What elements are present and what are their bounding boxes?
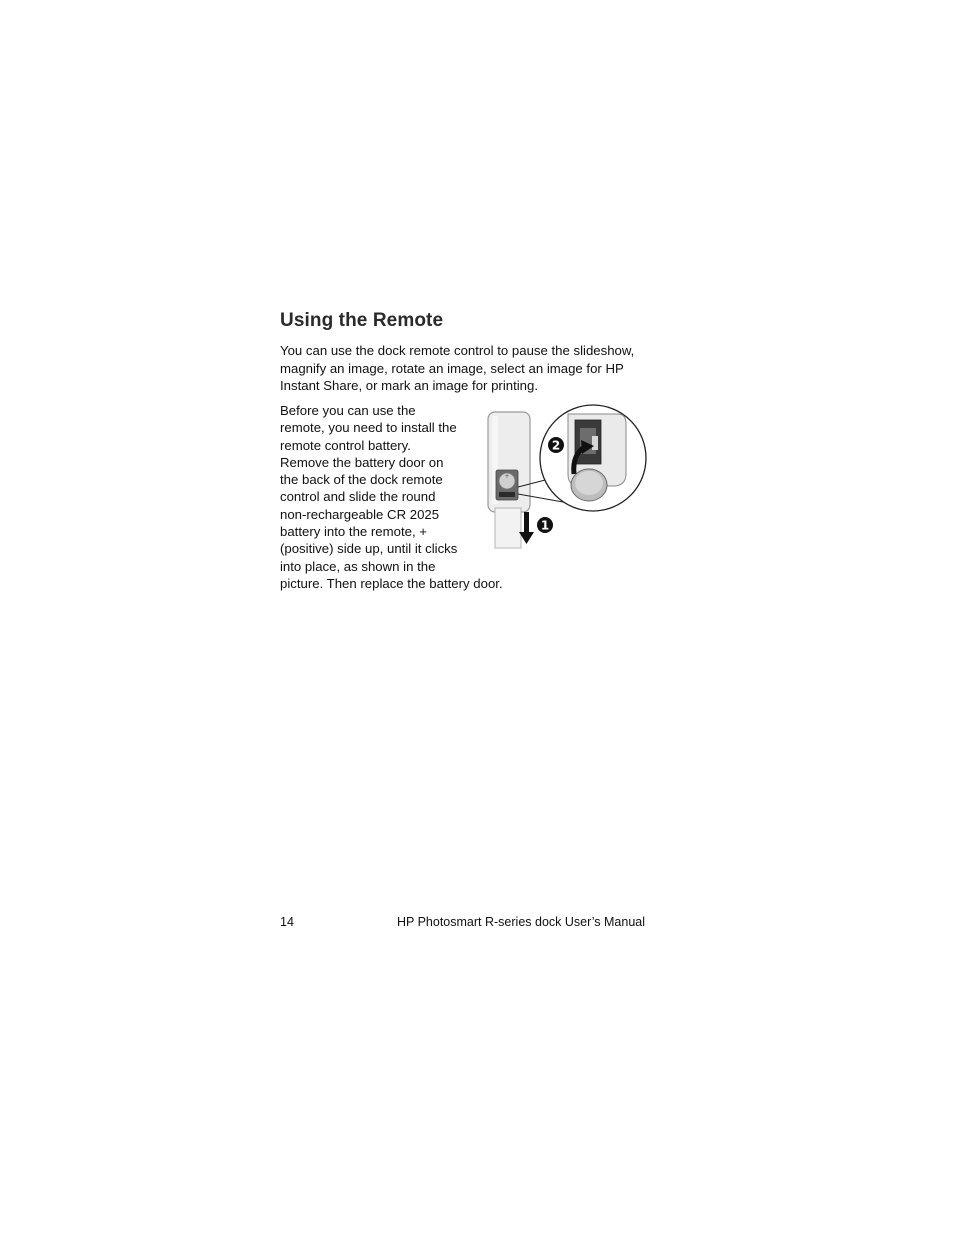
section-heading: Using the Remote [280,310,444,331]
step-1-badge [537,517,553,533]
manual-title: HP Photosmart R-series dock User’s Manual [396,915,645,929]
zoomed-detail-drawing [540,405,646,511]
battery-sign-small: + [504,473,510,480]
step-1-label: 1 [540,518,550,533]
page-number: 14 [280,915,294,929]
step-2-label: 2 [551,438,561,453]
remote-control-drawing [488,412,530,512]
battery-door-drawing [495,508,521,548]
battery-instructions [280,402,650,592]
intro-paragraph: You can use the dock remote control to pause the slideshow, magnify an image, rotate an image, select an image for HP Instant Share, or mark an image for printing. [280,343,635,393]
step-2-badge [548,437,564,453]
battery-install-illustration [468,402,650,564]
instructions-text: Before you can use the remote, you need to install the remote control battery. Remove the battery door on the back of the dock remote control and slide the round non-rechargeable CR 2025 battery into the remote, + (positive) side up, until it clicks into place, as shown in the picture. Then replace the battery door. [280,403,503,591]
